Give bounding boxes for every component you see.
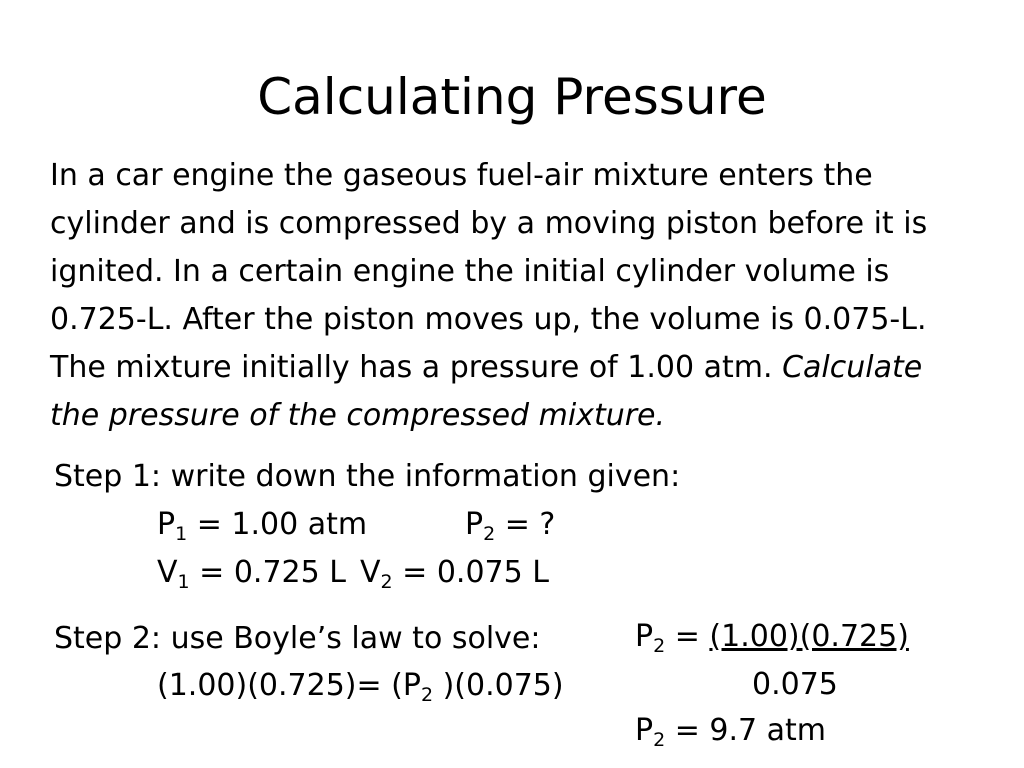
equation-right: )(0.075) xyxy=(433,668,564,703)
problem-text xyxy=(50,152,1000,440)
v1-symbol: V xyxy=(157,555,178,590)
v1-subscript: 1 xyxy=(177,571,190,593)
problem-line-4: 0.725-L. After the piston moves up, the volume is 0.075-L. xyxy=(50,302,927,337)
p2-given xyxy=(465,503,555,547)
equation-left: (1.00)(0.725)= (P xyxy=(157,668,421,703)
v1-value: = 0.725 L xyxy=(189,555,346,590)
p1-symbol: P xyxy=(157,507,176,542)
boyles-equation xyxy=(157,664,564,708)
problem-instruction-end: the pressure of the compressed mixture. xyxy=(50,398,666,433)
p1-subscript: 1 xyxy=(175,523,188,545)
v2-subscript: 2 xyxy=(380,571,393,593)
result-subscript: 2 xyxy=(653,729,666,751)
p1-value: = 1.00 atm xyxy=(187,507,368,542)
problem-line-3: ignited. In a certain engine the initial cylinder volume is xyxy=(50,254,890,289)
p1-given xyxy=(157,503,367,547)
v2-given xyxy=(360,551,549,595)
result-symbol: P xyxy=(635,713,654,748)
solution-result xyxy=(635,709,826,753)
problem-line-1: In a car engine the gaseous fuel-air mixture enters the xyxy=(50,158,873,193)
solution-equals: = xyxy=(665,619,710,654)
p2-subscript: 2 xyxy=(483,523,496,545)
result-value: = 9.7 atm xyxy=(665,713,827,748)
equation-subscript: 2 xyxy=(420,684,434,706)
step1-heading: Step 1: write down the information given: xyxy=(54,459,681,494)
v1-given xyxy=(157,551,346,595)
solution-p2-symbol: P xyxy=(635,619,654,654)
step2-heading: Step 2: use Boyle’s law to solve: xyxy=(54,621,541,656)
problem-line-5-text: The mixture initially has a pressure of 1.00 atm. xyxy=(50,350,773,385)
problem-line-6 xyxy=(50,392,1000,440)
slide-title: Calculating Pressure xyxy=(257,68,767,126)
solution-fraction xyxy=(635,615,909,659)
solution-p2-subscript: 2 xyxy=(653,635,666,657)
p2-value: = ? xyxy=(495,507,556,542)
solution-denominator: 0.075 xyxy=(752,667,838,702)
p2-symbol: P xyxy=(465,507,484,542)
problem-instruction-start: Calculate xyxy=(782,350,923,385)
solution-numerator: (1.00)(0.725) xyxy=(709,619,909,654)
problem-line-2: cylinder and is compressed by a moving piston before it is xyxy=(50,206,928,241)
v2-symbol: V xyxy=(360,555,381,590)
v2-value: = 0.075 L xyxy=(392,555,549,590)
problem-line-5 xyxy=(50,344,1000,392)
